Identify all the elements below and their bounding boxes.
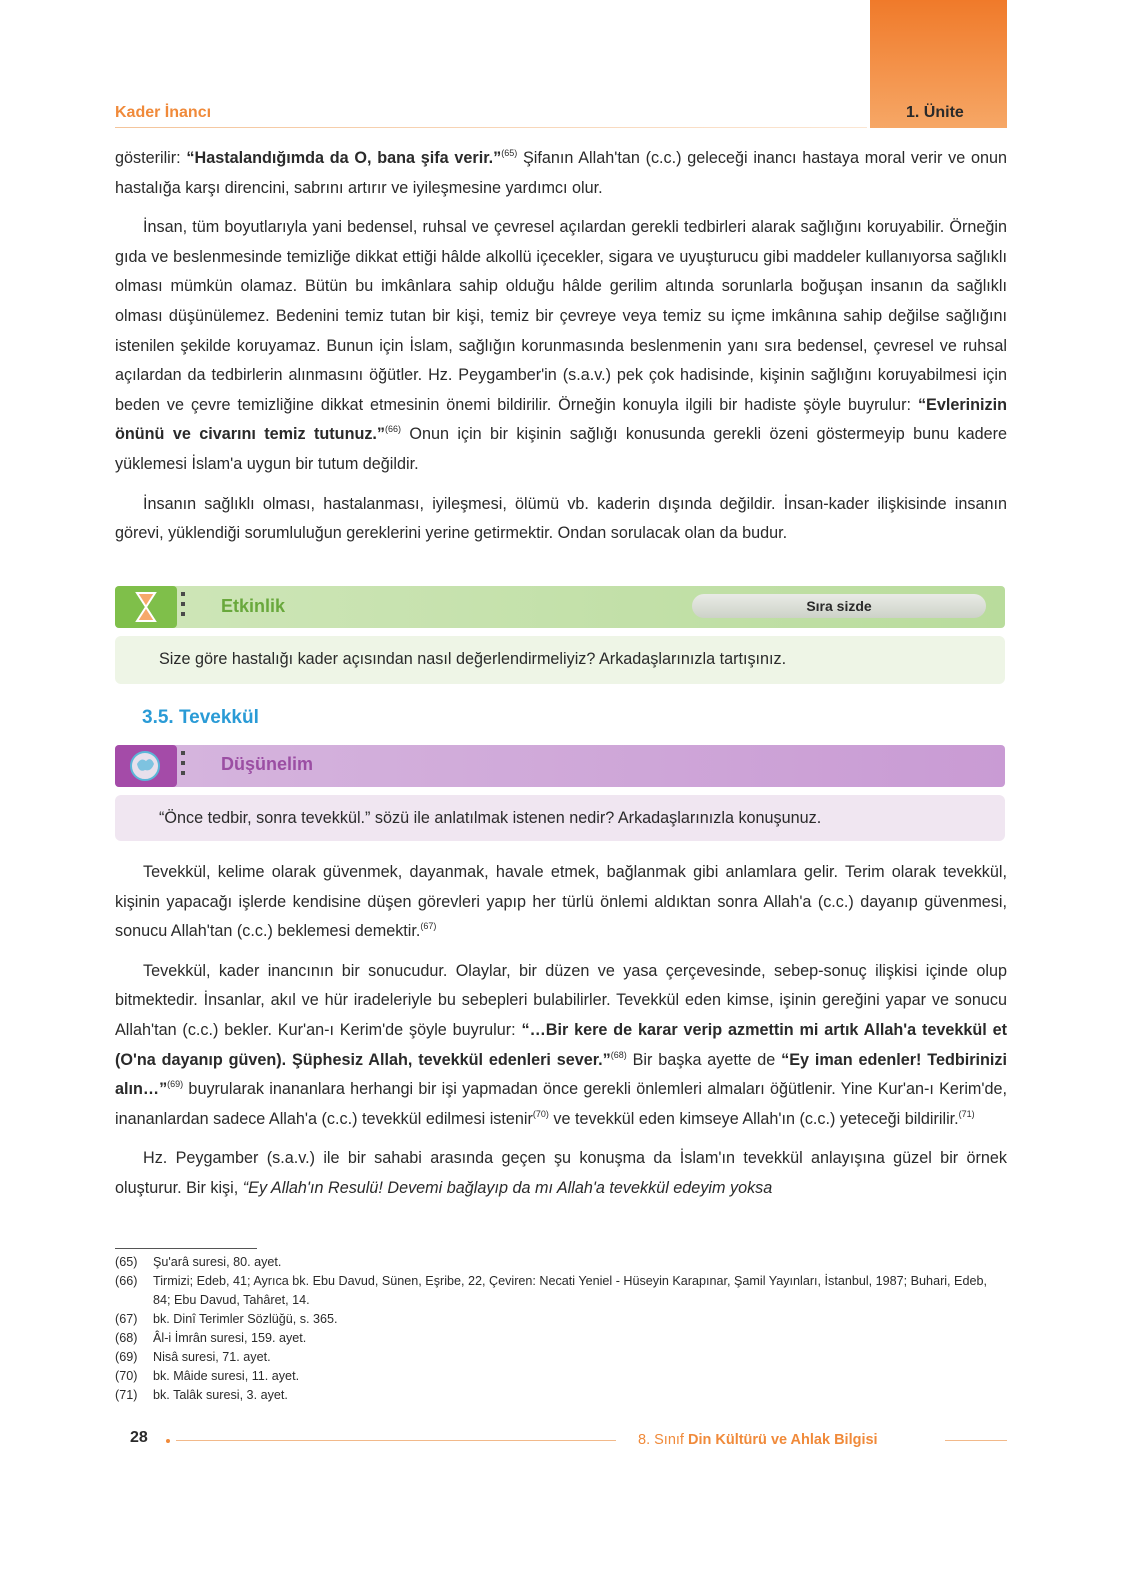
tevekkul-fate-paragraph: Tevekkül, kader inancının bir sonucudur. Olaylar, bir düzen ve yasa çerçevesinde, sebep-sonuç ilişkisi içinde olup bitmektedir. İnsanlar, akıl ve hür iradeleriyle bu sebepleri bulabilirler. Tevekkül eden kimse, işinin gereğini yapar ve sonucu Allah'tan (c.c.) bekler. Kur'an-ı Kerim'de şöyle buyrulur: “…Bir kere de karar verip azmettin mi artık Allah'a tevekkül et (O'na dayanıp güven). Şüphesiz Allah, tevekkül edenleri sever.”$^{(68)}$ Bir başka ayette de “Ey iman edenler! Tedbirinizi alın…”$^{(69)}$ buyrularak inananlara herhangi bir işi yapmadan önce gerekli önlemleri almaları öğütlenir. Yine Kur'an-ı Kerim'de, inananlardan sadece Allah'a (c.c.) tevekkül edilmesi istenir$^{(70)}$ ve tevekkül eden kimseye Allah'ın (c.c.) yeteceği bildirilir.$^{(71)}$ [115, 961, 1008, 1128]
body-text-bottom [115, 858, 1007, 1204]
footer-dot [166, 1439, 170, 1443]
health-paragraph: İnsan, tüm boyutlarıyla yani bedensel, ruhsal ve çevresel açılardan gerekli tedbirleri alarak sağlığını koruyabilir. Örneğin gıda ve beslenmesinde temizliğe dikkat ettiği hâlde alkollü içecekler, sigara ve uyuşturucu gibi maddeler kullanıyorsa sağlıklı olması mümkün olamaz. Bütün bu imkânlara sahip olduğu hâlde gerilim altında sorunlarla boğuşan insanın da sağlıklı olması düşünülemez. Bedenini temiz tutan bir kişi, temiz bir çevreye veya temiz su içme imkânına sahip değilse sağlığını istenilen şekilde koruyamaz. Bunun için İslam, sağlığın korunmasında beslenmenin yanı sıra bedensel, çevresel ve ruhsal açılardan da tedbirlerin alınmasını öğütler. Hz. Peygamber'in (s.a.v.) pek çok hadisinde, kişinin sağlığını koruyabilmesi için beden ve çevre temizliğine dikkat etmesinin önemi bildirilir. Örneğin konuyla ilgili bir hadiste şöyle buyrulur: “Evlerinizin önünü ve civarını temiz tutunuz.”$^{(66)}$ Onun için bir kişinin sağlığı konusunda gerekli özeni göstermeyip bunu kadere yüklemesi İslam'a uygun bir tutum değildir. [115, 218, 1007, 473]
prophet-example-paragraph: Hz. Peygamber (s.a.v.) ile bir sahabi arasında geçen şu konuşma da İslam'ın tevekkül anlayışına güzel bir örnek oluşturur. Bir kişi, “Ey Allah'ın Resulü! Devemi bağlayıp da mı Allah'a tevekkül edeyim yoksa [115, 1149, 1007, 1197]
activity-panel [115, 636, 1005, 684]
activity-icon-box [115, 586, 177, 628]
footnote: (66) Tirmizi; Edeb, 41; Ayrıca bk. Ebu Davud, Sünen, Eşribe, 22, Çeviren: Necati Yeniel - Hüseyin Karapınar, Şamil Yayınları, İstanbul, 1987; Buhari, Edeb, 84; Ebu Davud, Tahâret, 14. [115, 1274, 987, 1307]
header-divider [115, 127, 867, 128]
think-dots [181, 751, 187, 781]
think-panel [115, 795, 1005, 841]
section-title: 3.5. Tevekkül [142, 707, 259, 728]
activity-dots [181, 592, 187, 622]
footnote: (67) bk. Dinî Terimler Sözlüğü, s. 365. [115, 1312, 338, 1326]
footer-line-right [945, 1440, 1007, 1441]
footnote-rule [115, 1248, 257, 1249]
tevekkul-definition-paragraph: Tevekkül, kelime olarak güvenmek, dayanmak, havale etmek, bağlanmak gibi anlamlara gelir. Terim olarak tevekkül, kişinin yapacağı işlerde kendisine düşen görevleri yapıp her türlü önlemi aldıktan sonra Allah'a (c.c.) dayanıp güvenmesi, sonucu Allah'tan (c.c.) beklemesi demektir.$^{(67)}$ [115, 863, 1007, 941]
footer-line-left [176, 1440, 616, 1441]
page-number: 28 [130, 1429, 148, 1446]
footnote: (68) Âl-i İmrân suresi, 159. ayet. [115, 1331, 307, 1345]
activity-title: Etkinlik [221, 596, 286, 616]
hourglass-icon [115, 586, 177, 628]
footnote: (65) Şu'arâ suresi, 80. ayet. [115, 1255, 282, 1269]
chapter-title: Kader İnancı [115, 104, 212, 121]
intro-paragraph: gösterilir: “Hastalandığımda da O, bana şifa verir.”$^{(65)}$ Şifanın Allah'tan (c.c.) geleceği inancı hastaya moral verir ve onun hastalığa karşı direncini, sabrını artırır ve iyileşmesine yardımcı olur. [115, 148, 1007, 197]
think-title: Düşünelim [221, 754, 314, 774]
footnote: (71) bk. Talâk suresi, 3. ayet. [115, 1388, 288, 1402]
fate-paragraph: İnsanın sağlıklı olması, hastalanması, iyileşmesi, ölümü vb. kaderin dışında değildir. İnsan-kader ilişkisinde insanın görevi, yüklendiği sorumluluğun gereklerini yerine getirmektir. Ondan sorulacak olan da budur. [115, 494, 1007, 543]
unit-label: 1. Ünite [906, 104, 964, 121]
book-title: 8. Sınıf Din Kültürü ve Ahlak Bilgisi [638, 1432, 878, 1448]
footnote: (70) bk. Mâide suresi, 11. ayet. [115, 1369, 300, 1383]
activity-tag: Sıra sizde [692, 594, 986, 618]
footnote: (69) Nisâ suresi, 71. ayet. [115, 1350, 271, 1364]
think-icon-box [115, 745, 177, 787]
footnotes [115, 1253, 1007, 1405]
body-text-top [115, 144, 1007, 549]
activity-question: Size göre hastalığı kader açısından nasıl değerlendirmeliyiz? Arkadaşlarınızla tartışınız. [159, 650, 787, 668]
think-question: “Önce tedbir, sonra tevekkül.” sözü ile anlatılmak istenen nedir? Arkadaşlarınızla konuşunuz. [159, 809, 822, 827]
brain-icon [115, 745, 177, 787]
